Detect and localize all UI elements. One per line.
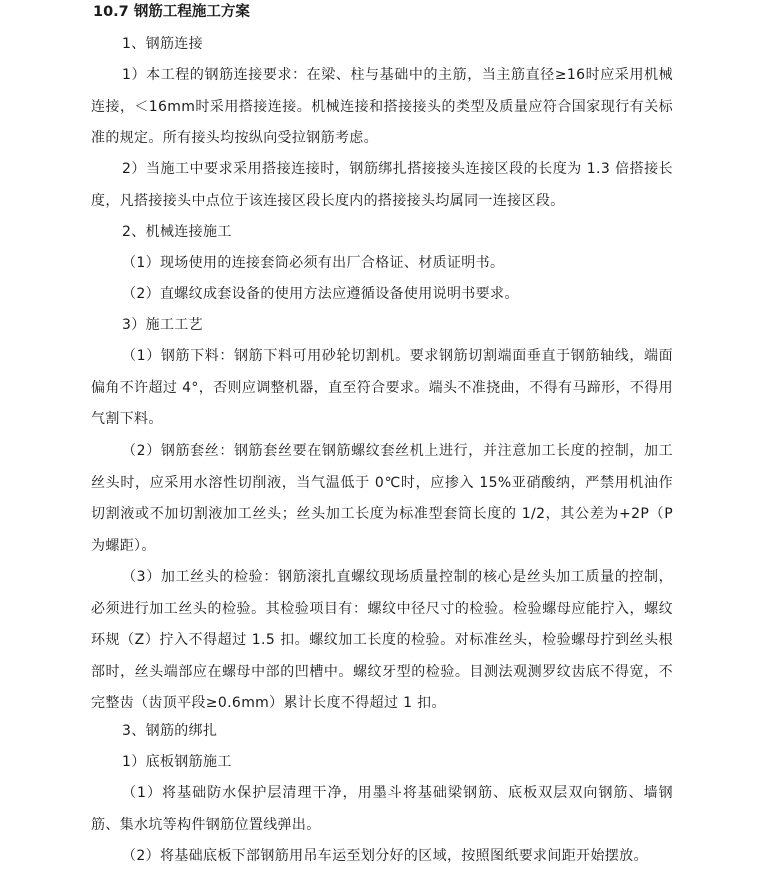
- heading-construction-process: 3）施工工艺: [122, 317, 204, 333]
- heading-base-slab-rebar: 1）底板钢筋施工: [122, 754, 232, 770]
- paragraph-lap-splice: 2）当施工中要求采用搭接连接时，钢筋绑扎搭接接头连接区段的长度为 1.3 倍搭接长度，凡搭接接头中点位于该连接区段长度内的搭接接头均属同一连接区段。: [91, 161, 673, 209]
- paragraph-thread-cutting: （2）钢筋套丝：钢筋套丝要在钢筋螺纹套丝机上进行，并注意加工长度的控制，加工丝头时，应采用水溶性切削液，当气温低于 0℃时，应掺入 15%亚硝酸纳，严禁用机油作切割液或不加切割液加工丝头；丝头加工长度为标准型套筒长度的 1/2，其公差为+2P（P 为螺距）。: [91, 443, 673, 554]
- section-title: 10.7 钢筋工程施工方案: [93, 4, 250, 20]
- paragraph-lower-rebar-placement: （2）将基础底板下部钢筋用吊车运至划分好的区域，按照图纸要求间距开始摆放。: [122, 848, 648, 864]
- paragraph-layout-lines: （1）将基础防水保护层清理干净，用墨斗将基础梁钢筋、底板双层双向钢筋、墙钢筋、集水坑等构件钢筋位置线弹出。: [91, 785, 673, 833]
- paragraph-sleeve-certificate: （1）现场使用的连接套筒必须有出厂合格证、材质证明书。: [122, 255, 505, 271]
- heading-mechanical-connection: 2、机械连接施工: [122, 224, 232, 240]
- paragraph-thread-inspection: （3）加工丝头的检验：钢筋滚扎直螺纹现场质量控制的核心是丝头加工质量的控制，必须进行加工丝头的检验。其检验项目有：螺纹中径尺寸的检验。检验螺母应能拧入，螺纹环规（Z）拧入不得超过 1.5 扣。螺纹加工长度的检验。对标准丝头，检验螺母拧到丝头根部时，丝头端部应在螺母中部的凹槽中。螺纹牙型的检验。目测法观测罗纹齿底不得宽，不完整齿（齿顶平段≥0.6mm）累计长度不得超过 1 扣。: [91, 569, 673, 711]
- paragraph-connection-requirements: 1）本工程的钢筋连接要求：在梁、柱与基础中的主筋，当主筋直径≥16时应采用机械连接，＜16mm时采用搭接连接。机械连接和搭接接头的类型及质量应符合国家现行有关标准的规定。所有接头均按纵向受拉钢筋考虑。: [91, 67, 673, 146]
- paragraph-equipment-usage: （2）直螺纹成套设备的使用方法应遵循设备使用说明书要求。: [122, 286, 519, 302]
- heading-rebar-tying: 3、钢筋的绑扎: [122, 723, 218, 739]
- paragraph-rebar-cutting: （1）钢筋下料：钢筋下料可用砂轮切割机。要求钢筋切割端面垂直于钢筋轴线，端面偏角不许超过 4°，否则应调整机器，直至符合要求。端头不准挠曲，不得有马蹄形，不得用气割下料。: [91, 348, 673, 427]
- heading-steel-connection: 1、钢筋连接: [122, 36, 204, 52]
